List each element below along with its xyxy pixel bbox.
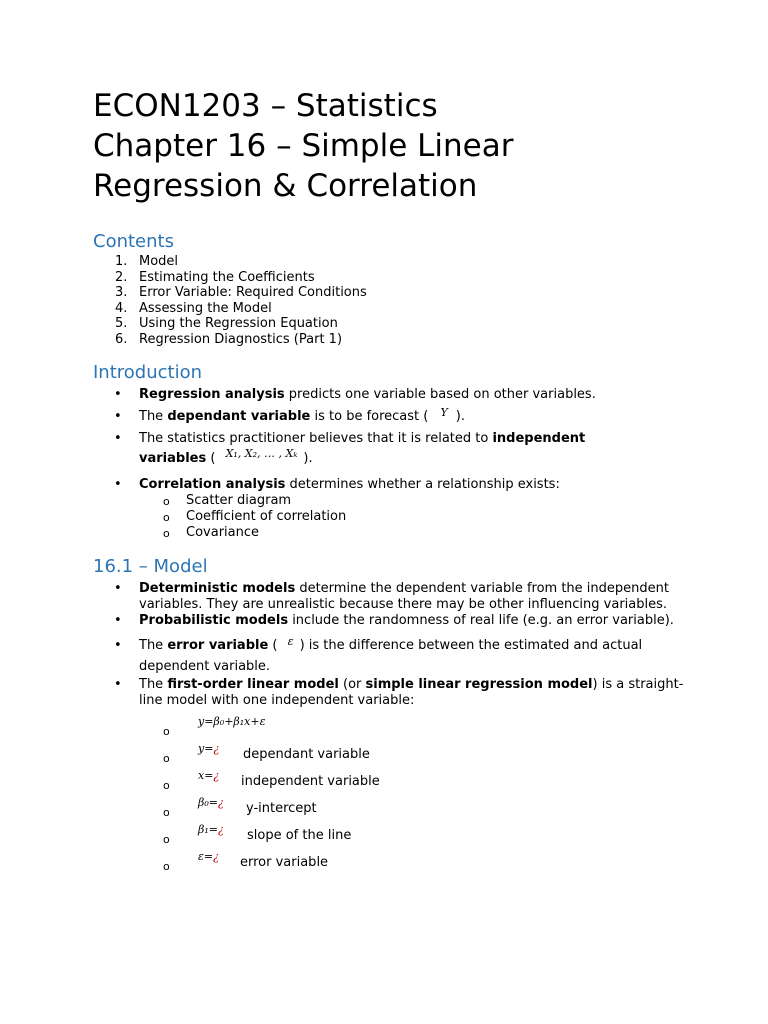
equation: ε=¿ bbox=[198, 850, 220, 863]
equation-item bbox=[93, 715, 693, 742]
circle-bullet-icon: o bbox=[163, 860, 170, 873]
equation: y=β₀+β₁x+ε bbox=[198, 715, 266, 728]
symbol-y: Y bbox=[440, 406, 448, 419]
equation: β₁=¿ bbox=[198, 823, 224, 836]
circle-bullet-icon: o bbox=[163, 495, 170, 508]
bullet-icon: • bbox=[114, 638, 122, 653]
model-list bbox=[93, 581, 693, 709]
circle-bullet-icon: o bbox=[163, 779, 170, 792]
list-item: • Regression analysis predicts one variable based on other variables. bbox=[114, 387, 596, 402]
equation-description: dependant variable bbox=[243, 747, 370, 762]
equation-item bbox=[93, 823, 693, 850]
title-line-3: Regression & Correlation bbox=[93, 168, 478, 204]
sub-list bbox=[93, 493, 693, 541]
list-item: • Deterministic models determine the dependent variable from the independent variables. They are unrealistic because there may be other influencing variables. bbox=[114, 581, 669, 612]
bullet-icon: • bbox=[114, 581, 122, 596]
equation-list bbox=[93, 715, 693, 877]
contents-item: 3. Error Variable: Required Conditions bbox=[115, 285, 367, 300]
contents-item: 2. Estimating the Coefficients bbox=[115, 269, 315, 285]
contents-item: 6. Regression Diagnostics (Part 1) bbox=[115, 331, 343, 347]
equation: β₀=¿ bbox=[198, 796, 224, 809]
bullet-icon: • bbox=[114, 387, 122, 402]
equation-item bbox=[93, 769, 693, 796]
bullet-icon: • bbox=[114, 409, 122, 424]
symbol-epsilon: ε bbox=[287, 635, 294, 648]
list-item: • The dependant variable is to be forecast ( $^Y$ ). bbox=[114, 406, 465, 424]
list-item: • The error variable ( $^\varepsilon$ ) is the difference between the estimated and actual dependent variable. bbox=[114, 635, 643, 674]
equation-item bbox=[93, 796, 693, 823]
equation-item bbox=[93, 742, 693, 769]
model-heading: 16.1 – Model bbox=[93, 556, 208, 577]
equation: x=¿ bbox=[198, 769, 220, 782]
contents-heading: Contents bbox=[93, 231, 174, 252]
circle-bullet-icon: o bbox=[163, 527, 170, 540]
introduction-heading: Introduction bbox=[93, 362, 203, 383]
circle-bullet-icon: o bbox=[163, 511, 170, 524]
sub-list-item: o Covariance bbox=[163, 525, 259, 540]
list-item: • Correlation analysis determines whether a relationship exists: o Scatter diagram o Coefficient of correlation o Covariance bbox=[93, 477, 693, 541]
equation-description: slope of the line bbox=[247, 828, 352, 843]
list-item: • Probabilistic models include the randomness of real life (e.g. an error variable). bbox=[114, 613, 674, 628]
contents-item: 1. Model bbox=[115, 254, 179, 269]
contents-list bbox=[93, 254, 693, 347]
list-item: • The first-order linear model (or simple linear regression model) is a straight-line model with one independent variable: bbox=[114, 677, 684, 708]
equation-description: error variable bbox=[240, 855, 329, 870]
sub-list-item: o Coefficient of correlation bbox=[163, 509, 347, 524]
equation: y=¿ bbox=[198, 742, 220, 755]
bullet-icon: • bbox=[114, 431, 122, 446]
contents-item: 5. Using the Regression Equation bbox=[115, 316, 338, 331]
document-title bbox=[93, 86, 693, 206]
contents-item: 4. Assessing the Model bbox=[115, 300, 272, 316]
sub-list-item: o Scatter diagram bbox=[163, 493, 292, 508]
list-item: • The statistics practitioner believes that it is related to independent variables ( $^{X_1, X_2, \dots , X_k}$ ). bbox=[114, 431, 586, 466]
equation-description: independent variable bbox=[241, 774, 380, 789]
bullet-icon: • bbox=[114, 613, 122, 628]
circle-bullet-icon: o bbox=[163, 833, 170, 846]
title-line-1: ECON1203 – Statistics bbox=[93, 88, 438, 124]
circle-bullet-icon: o bbox=[163, 725, 170, 738]
bullet-icon: • bbox=[114, 477, 122, 492]
introduction-list bbox=[93, 387, 693, 541]
circle-bullet-icon: o bbox=[163, 806, 170, 819]
circle-bullet-icon: o bbox=[163, 752, 170, 765]
title-line-2: Chapter 16 – Simple Linear bbox=[93, 128, 514, 164]
symbol-x-list: X₁, X₂, … , Xₖ bbox=[225, 447, 298, 460]
equation-item bbox=[93, 850, 693, 877]
bullet-icon: • bbox=[114, 677, 122, 692]
equation-description: y-intercept bbox=[246, 801, 317, 816]
document-page bbox=[93, 86, 693, 877]
